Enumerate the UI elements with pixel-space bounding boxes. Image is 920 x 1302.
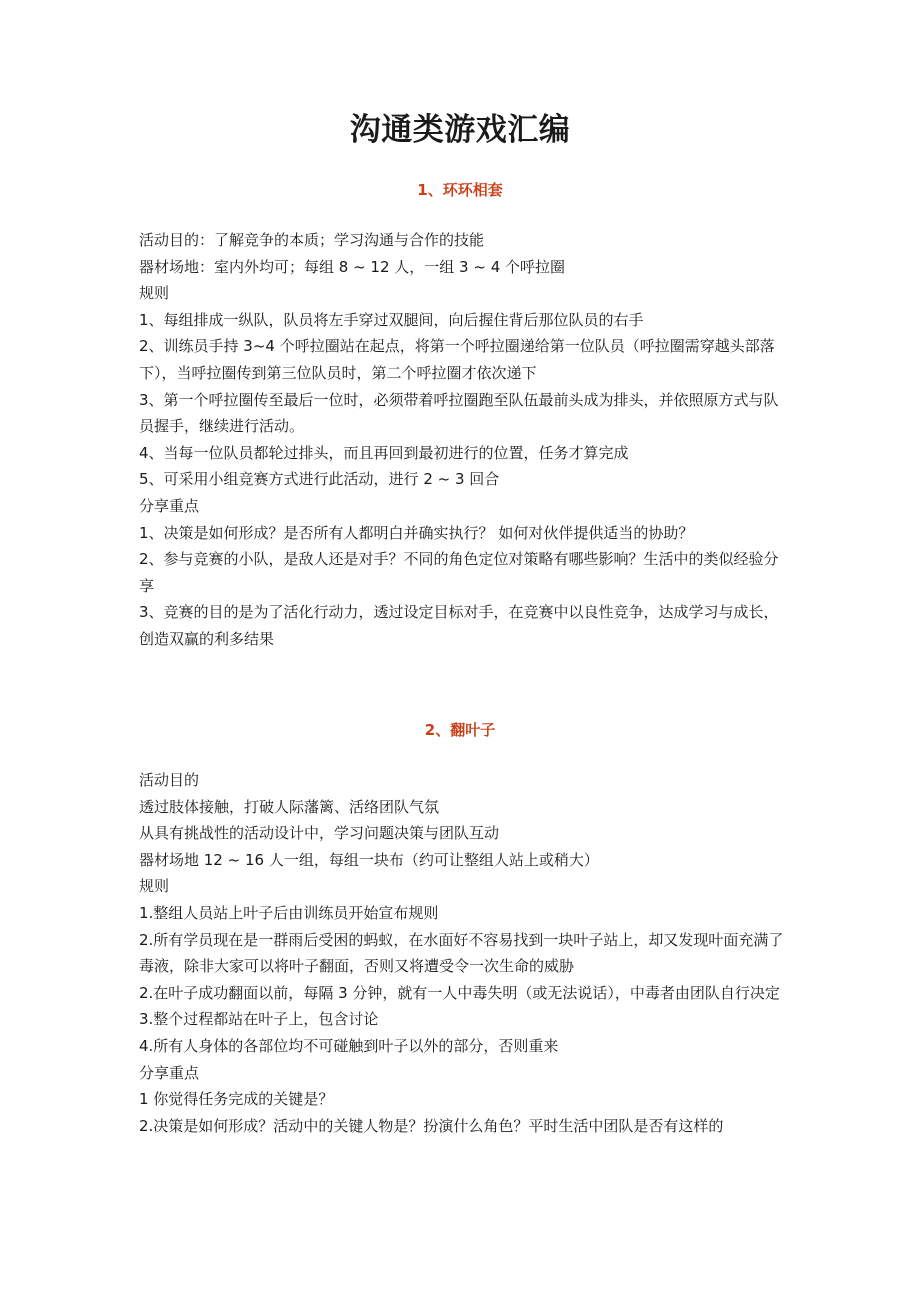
text-line: 3.整个过程都站在叶子上，包含讨论: [139, 1010, 379, 1029]
text-line: 2、参与竞赛的小队，是敌人还是对手？不同的角色定位对策略有哪些影响？生活中的类似经验分享: [139, 550, 779, 595]
text-line: 活动目的：了解竞争的本质；学习沟通与合作的技能: [139, 231, 485, 249]
text-line: 1.整组人员站上叶子后由训练员开始宣布规则: [139, 903, 439, 922]
text-line: 规则: [139, 877, 170, 896]
text-line: 1、每组排成一纵队，队员将左手穿过双腿间，向后握住背后那位队员的右手: [139, 310, 644, 329]
section-heading: 2、翻叶子: [424, 721, 496, 739]
section-body: [139, 227, 784, 653]
text-line: 器材场地 12 ~ 16 人一组，每组一块布（约可让整组人站上或稍大）: [139, 850, 599, 869]
text-line: 从具有挑战性的活动设计中，学习问题决策与团队互动: [139, 824, 500, 843]
text-line: 4.所有人身体的各部位均不可碰触到叶子以外的部分，否则重来: [139, 1036, 559, 1055]
text-line: 2.所有学员现在是一群雨后受困的蚂蚁，在水面好不容易找到一块叶子站上，却又发现叶面充满了毒液，除非大家可以将叶子翻面，否则又将遭受令一次生命的威胁: [139, 930, 784, 976]
text-line: 2.决策是如何形成？活动中的关键人物是？扮演什么角色？平时生活中团队是否有这样的: [139, 1116, 724, 1135]
text-line: 1、决策是如何形成？是否所有人都明白并确实执行？ 如何对伙伴提供适当的协助？: [139, 523, 694, 542]
text-line: 透过肢体接触，打破人际藩篱、活络团队气氛: [139, 797, 440, 816]
text-line: 活动目的: [139, 771, 200, 789]
text-line: 规则: [139, 284, 170, 303]
text-line: 分享重点: [139, 496, 200, 515]
text-line: 4、当每一位队员都轮过排头，而且再回到最初进行的位置，任务才算完成: [139, 443, 629, 462]
document-title: 沟通类游戏汇编: [349, 112, 571, 148]
text-line: 器材场地：室内外均可；每组 8 ~ 12 人，一组 3 ~ 4 个呼拉圈: [139, 257, 566, 276]
text-line: 5、可采用小组竞赛方式进行此活动，进行 2 ~ 3 回合: [139, 470, 500, 489]
text-line: 分享重点: [139, 1063, 200, 1082]
section-heading: 1、环环相套: [417, 181, 503, 199]
text-line: 2.在叶子成功翻面以前，每隔 3 分钟，就有一人中毒失明（或无法说话），中毒者由团队自行决定: [139, 983, 780, 1002]
text-line: 1 你觉得任务完成的关键是？: [139, 1090, 334, 1109]
text-line: 3、第一个呼拉圈传至最后一位时，必须带着呼拉圈跑至队伍最前头成为排头，并依照原方式与队员握手，继续进行活动。: [139, 390, 779, 436]
text-line: 3、竞赛的目的是为了活化行动力，透过设定目标对手，在竞赛中以良性竞争，达成学习与成长，创造双赢的利多结果: [139, 603, 779, 648]
text-line: 2、训练员手持 3~4 个呼拉圈站在起点，将第一个呼拉圈递给第一位队员（呼拉圈需穿越头部落下），当呼拉圈传到第三位队员时，第二个呼拉圈才依次递下: [139, 337, 775, 382]
section-body: [139, 767, 784, 1139]
